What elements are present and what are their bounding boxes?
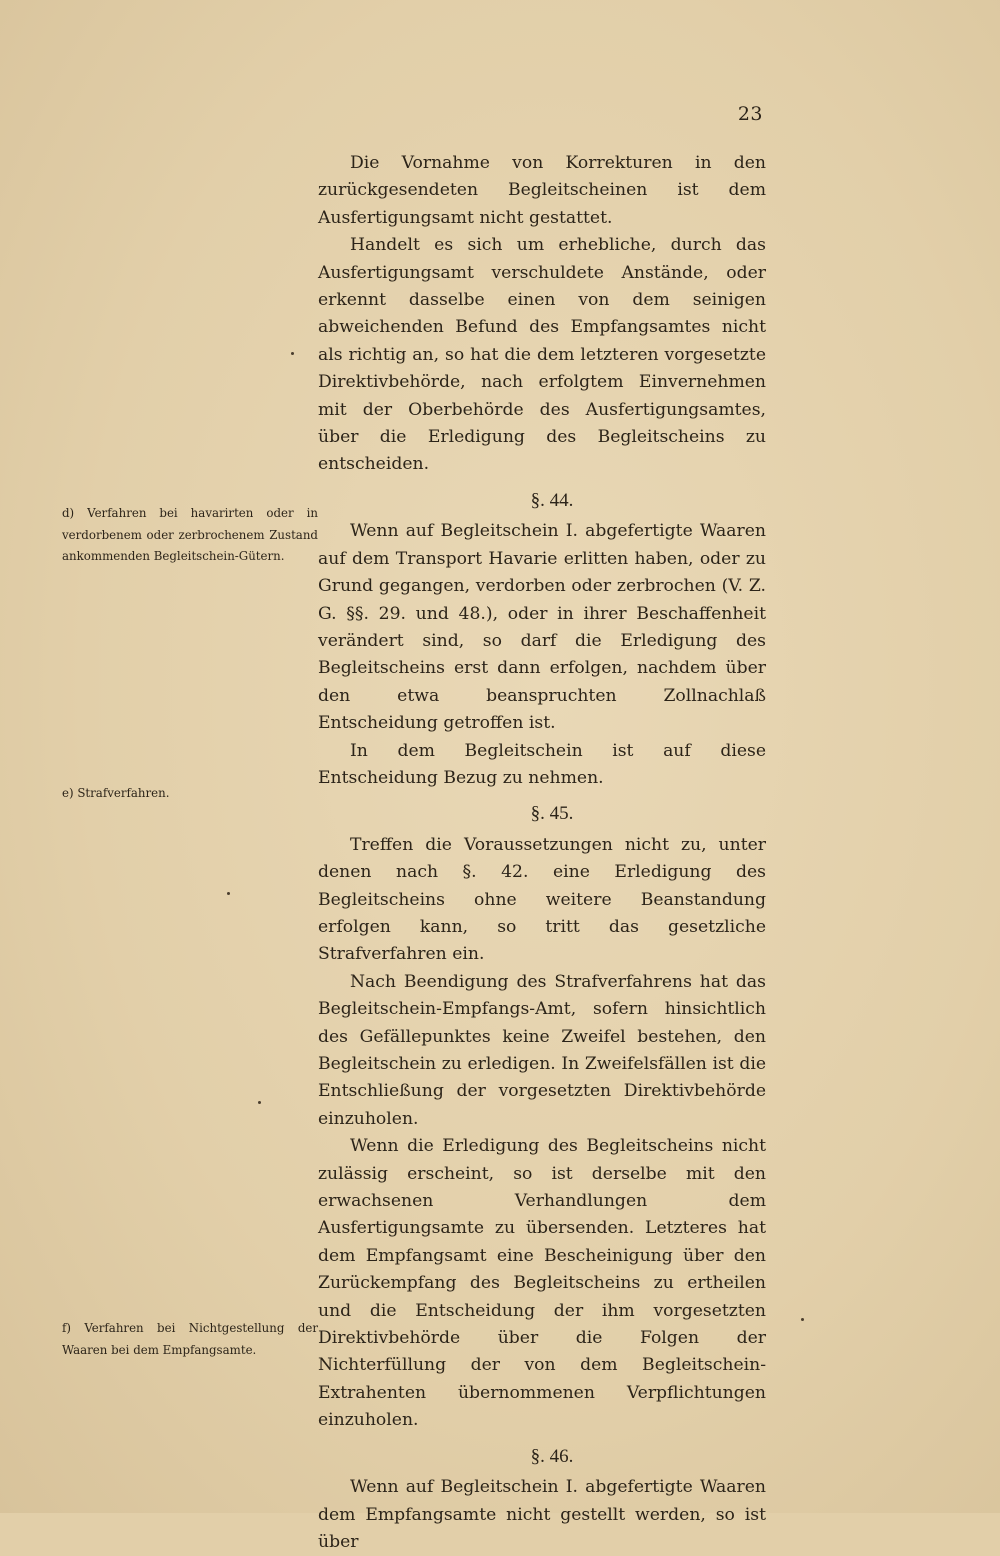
ink-speck (801, 1318, 804, 1321)
section-heading-45: §. 45. (530, 803, 574, 825)
ink-speck (227, 892, 230, 895)
paragraph-45-not-admissible: Wenn die Erledigung des Begleitscheins nicht zulässig erscheint, so ist derselbe mit den erwachsenen Verhandlungen dem Ausfertigungsamte zu übersenden. Letzteres hat dem Empfangsamt eine Bescheinigung über den Zurückempfang des Begleitscheins zu ertheilen und die Entscheidung der ihm vorgesetzten Direktivbehörde über die Folgen der Nichterfüllung der von dem Begleitschein-Extrahenten übernommenen Verpflichtungen einzuholen. (318, 1136, 766, 1431)
main-text-column (318, 150, 766, 1556)
paragraph-46-non-presentation: Wenn auf Begleitschein I. abgefertigte Waaren dem Empfangsamte nicht gestellt werden, so ist über (318, 1477, 766, 1552)
section-heading-44: §. 44. (530, 489, 574, 511)
paragraph-discrepancies: Handelt es sich um erhebliche, durch das Ausfertigungsamt verschuldete Anstände, oder erkennt dasselbe einen von dem seinigen abweichenden Befund des Empfangsamtes nicht als richtig an, so hat die dem letzteren vorgesetzte Direktivbehörde, nach erfolgtem Einvernehmen mit der Oberbehörde des Ausfertigungsamtes, über die Erledigung des Begleitscheins zu entscheiden. (318, 235, 766, 475)
margin-note-d: d) Verfahren bei havarirten oder in verdorbenem oder zerbrochenem Zustand ankommenden Begleitschein-Gütern. (62, 506, 318, 563)
paragraph-44-damaged-goods: Wenn auf Begleitschein I. abgefertigte Waaren auf dem Transport Havarie erlitten haben, oder zu Grund gegangen, verdorben oder zerbrochen (V. Z. G. §§. 29. und 48.), oder in ihrer Beschaffenheit verändert sind, so darf die Erledigung des Begleitscheins erst dann erfolgen, nachdem über den etwa beanspruchten Zollnachlaß Entscheidung getroffen ist. (318, 521, 766, 734)
section-heading-46: §. 46. (530, 1445, 574, 1467)
paragraph-corrections: Die Vornahme von Korrekturen in den zurückgesendeten Begleitscheinen ist dem Ausfertigungsamt nicht gestattet. (318, 153, 766, 228)
ink-speck (291, 352, 294, 355)
ink-speck (258, 1101, 261, 1104)
page-number: 23 (737, 103, 763, 125)
paragraph-45-penal-procedure: Treffen die Voraussetzungen nicht zu, unter denen nach §. 42. eine Erledigung des Begleitscheins ohne weitere Beanstandung erfolgen kann, so tritt das gesetzliche Strafverfahren ein. (318, 834, 766, 965)
margin-note-f: f) Verfahren bei Nichtgestellung der Waaren bei dem Empfangsamte. (62, 1321, 318, 1357)
paragraph-44-reference: In dem Begleitschein ist auf diese Entscheidung Bezug zu nehmen. (318, 740, 766, 788)
paragraph-45-after-procedure: Nach Beendigung des Strafverfahrens hat das Begleitschein-Empfangs-Amt, sofern hinsichtlich des Gefällepunktes keine Zweifel bestehen, den Begleitschein zu erledigen. In Zweifelsfällen ist die Entschließung der vorgesetzten Direktivbehörde einzuholen. (318, 971, 766, 1129)
margin-note-e: e) Strafverfahren. (62, 786, 170, 800)
